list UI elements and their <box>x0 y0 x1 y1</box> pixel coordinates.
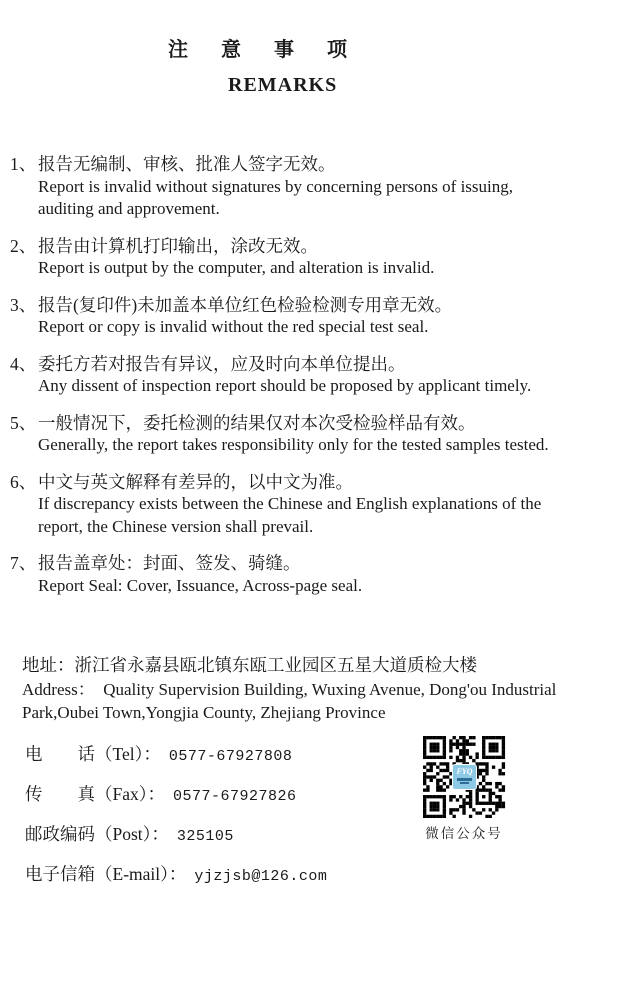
email-row <box>25 861 415 884</box>
item-text-en: Report Seal: Cover, Issuance, Across-page seal. <box>38 575 363 595</box>
telephone-row <box>25 741 415 764</box>
telephone-label: 电 话（Tel）： <box>25 744 161 764</box>
page-title-chinese: 注意事项 <box>168 39 380 61</box>
address-en: Address： Quality Supervision Building, Wuxing Avenue, Dong'ou Industrial <box>22 679 557 699</box>
qr-logo-subline <box>457 778 472 781</box>
item-text-en: Report or copy is invalid without the red special test seal. <box>38 317 429 336</box>
item-number: 4、 <box>10 353 37 374</box>
contact-info <box>25 741 415 901</box>
page-title-english: REMARKS <box>228 74 338 96</box>
wechat-qr-code <box>421 736 507 818</box>
item-text-cn: 报告(复印件)未加盖本单位红色检验检测专用章无效。 <box>38 294 453 315</box>
item-text-en: report, the Chinese version shall prevail. <box>38 516 314 536</box>
postcode-row <box>25 821 415 844</box>
item-text-en: Report is invalid without signatures by concerning persons of issuing, <box>38 176 513 196</box>
telephone-value: 0577-67927808 <box>168 748 293 765</box>
item-text-en: Generally, the report takes responsibility only for the tested samples tested. <box>38 435 549 454</box>
qr-logo-text: FYQ <box>456 767 473 776</box>
item-text-en: auditing and approvement. <box>38 199 220 218</box>
qr-logo-subline2 <box>460 782 469 784</box>
item-text-en: Report is output by the computer, and alteration is invalid. <box>38 258 435 277</box>
item-text-en: Any dissent of inspection report should be proposed by applicant timely. <box>38 376 532 395</box>
fax-value: 0577-67927826 <box>173 788 297 805</box>
email-value: yjzjsb@126.com <box>194 868 328 885</box>
item-number: 1、 <box>10 154 37 174</box>
remarks-list <box>10 153 615 611</box>
fax-row <box>25 781 415 804</box>
remark-item-1 <box>10 153 615 221</box>
remark-item-6 <box>10 471 615 539</box>
item-text-cn: 一般情况下，委托检测的结果仅对本次受检验样品有效。 <box>38 412 476 433</box>
remark-item-5 <box>10 412 615 457</box>
remark-item-3 <box>10 294 615 339</box>
postcode-value: 325105 <box>176 828 234 845</box>
item-text-cn: 报告无编制、审核、批准人签字无效。 <box>38 154 336 174</box>
item-number: 7、 <box>10 553 37 573</box>
qr-center-logo <box>452 764 477 790</box>
email-label: 电子信箱（E-mail）： <box>25 864 187 884</box>
fax-label: 传 真（Fax）： <box>25 784 165 804</box>
item-text-cn: 报告盖章处：封面、签发、骑缝。 <box>38 553 301 573</box>
qr-caption: 微信公众号 <box>425 826 503 841</box>
wechat-qr-block <box>421 736 507 842</box>
item-text-cn: 委托方若对报告有异议，应及时向本单位提出。 <box>38 353 406 374</box>
item-text-cn: 中文与英文解释有差异的，以中文为准。 <box>38 471 353 492</box>
postcode-label: 邮政编码（Post）： <box>25 824 169 844</box>
item-text-en: If discrepancy exists between the Chinese and English explanations of the <box>38 494 542 513</box>
item-text-cn: 报告由计算机打印输出，涂改无效。 <box>38 235 318 256</box>
item-number: 5、 <box>10 412 37 433</box>
remark-item-4 <box>10 353 615 398</box>
address-block <box>22 654 612 725</box>
remark-item-2 <box>10 235 615 280</box>
address-en: Park,Oubei Town,Yongjia County, Zhejiang Province <box>22 703 386 722</box>
item-number: 6、 <box>10 471 37 492</box>
address-cn: 地址：浙江省永嘉县瓯北镇东瓯工业园区五星大道质检大楼 <box>22 655 477 675</box>
item-number: 2、 <box>10 235 37 256</box>
item-number: 3、 <box>10 294 37 315</box>
remark-item-7 <box>10 552 615 597</box>
